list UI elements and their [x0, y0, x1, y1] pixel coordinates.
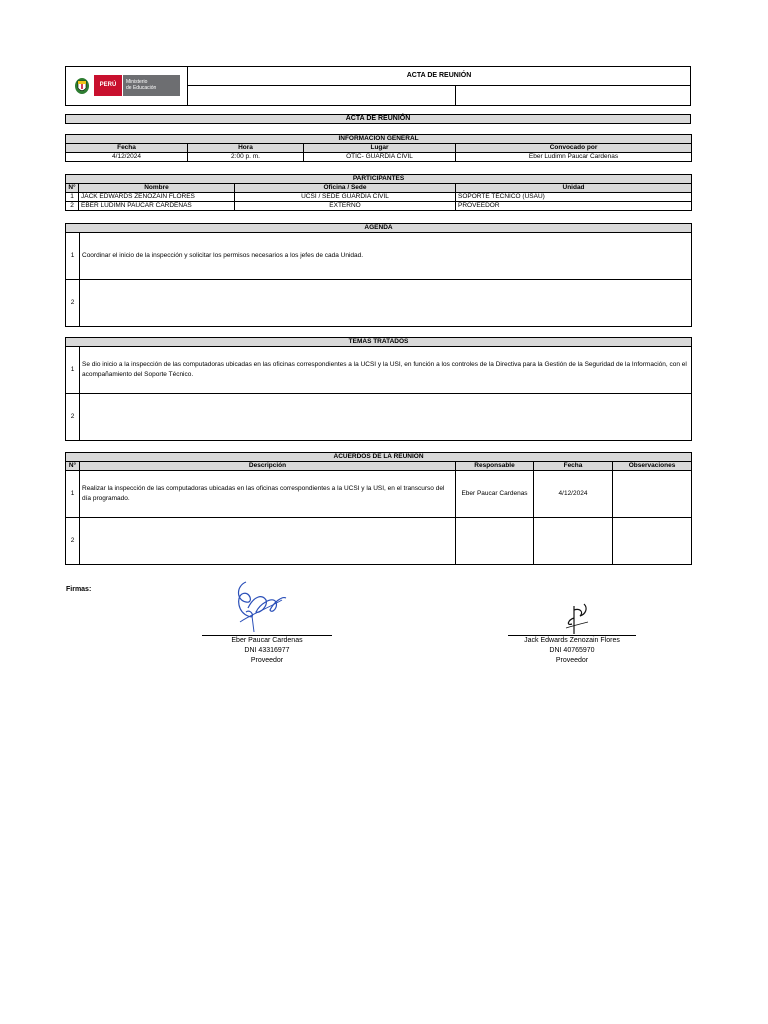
peru-logo: [72, 75, 180, 96]
agenda-item: [80, 280, 692, 327]
acuerdo-descripcion: [80, 518, 456, 565]
acuerdos-title: ACUERDOS DE LA REUNIÓN: [66, 453, 692, 462]
participantes-table: [65, 174, 692, 211]
row-num: 1: [66, 471, 80, 518]
coat-of-arms-icon: [72, 75, 92, 96]
row-unidad: SOPORTE TÉCNICO (USAU): [456, 193, 692, 202]
acuerdo-responsable: Eber Paucar Cardenas: [456, 471, 534, 518]
signer-1-name: Eber Paucar Cardenas: [231, 637, 303, 644]
signer-2-name: Jack Edwards Zenozain Flores: [524, 637, 620, 644]
header-hora: Hora: [188, 144, 304, 153]
row-unidad: PROVEEDOR: [456, 202, 692, 211]
row-num: 1: [66, 347, 80, 394]
participantes-title: PARTICIPANTES: [66, 175, 692, 184]
table-row: [66, 471, 692, 518]
value-convocado: Eber Ludimn Paucar Cardenas: [456, 153, 692, 162]
header-fecha: Fecha: [534, 462, 613, 471]
section-title: ACTA DE REUNIÓN: [65, 114, 691, 124]
acuerdo-descripcion: Realizar la inspección de las computadoras ubicadas en las oficinas correspondientes a la UCSI y la USI, en el transcurso del día programado.: [80, 471, 456, 518]
ministry-line-2: de Educación: [126, 85, 157, 91]
acuerdo-fecha: 4/12/2024: [534, 471, 613, 518]
agenda-item: Coordinar el inicio de la inspección y solicitar los permisos necesarios a los jefes de cada Unidad.: [80, 233, 692, 280]
header-nombre: Nombre: [79, 184, 235, 193]
table-row: [66, 518, 692, 565]
table-row: [66, 280, 692, 327]
ministry-line-1: Ministerio: [126, 79, 148, 85]
value-lugar: OTIC- GUARDIA CIVIL: [304, 153, 456, 162]
acuerdos-table: [65, 452, 692, 565]
info-general-table: [65, 134, 692, 162]
row-num: 2: [66, 280, 80, 327]
header-num: N°: [66, 184, 79, 193]
header-title: ACTA DE REUNIÓN: [188, 67, 690, 86]
agenda-table: [65, 223, 692, 327]
table-row: [66, 394, 692, 441]
row-oficina: UCSI / SEDE GUARDIA CIVIL: [235, 193, 456, 202]
signer-1-dni: DNI 43316977: [244, 647, 290, 654]
value-hora: 2:00 p. m.: [188, 153, 304, 162]
row-num: 2: [66, 394, 80, 441]
logo-cell: [66, 67, 188, 105]
info-general-title: INFORMACIÓN GENERAL: [66, 135, 692, 144]
table-row: [66, 347, 692, 394]
header-unidad: Unidad: [456, 184, 692, 193]
header-oficina: Oficina / Sede: [235, 184, 456, 193]
row-nombre: EBER LUDIMN PAUCAR CARDENAS: [79, 202, 235, 211]
row-num: 2: [66, 202, 79, 211]
acuerdo-responsable: [456, 518, 534, 565]
row-num: 1: [66, 193, 79, 202]
temas-table: [65, 337, 692, 441]
firmas-label: Firmas:: [66, 586, 92, 593]
temas-title: TEMAS TRATADOS: [66, 338, 692, 347]
signature-2-image: [562, 598, 592, 638]
peru-badge: PERÚ: [94, 75, 122, 96]
row-num: 1: [66, 233, 80, 280]
acuerdo-observaciones: [613, 518, 692, 565]
ministry-badge: [123, 75, 180, 96]
signer-2-dni: DNI 40765970: [549, 647, 595, 654]
header-descripcion: Descripción: [80, 462, 456, 471]
header-observaciones: Observaciones: [613, 462, 692, 471]
row-num: 2: [66, 518, 80, 565]
header-num: N°: [66, 462, 80, 471]
table-row: [66, 233, 692, 280]
acuerdo-fecha: [534, 518, 613, 565]
signature-1-image: [232, 578, 292, 636]
header-lugar: Lugar: [304, 144, 456, 153]
tema-item: Se dio inicio a la inspección de las computadoras ubicadas en las oficinas correspondientes a la UCSI y la USI, en función a los controles de la Directiva para la Gestión de la Seguridad de la Información, con el acompañamiento del Soporte Técnico.: [80, 347, 692, 394]
row-oficina: EXTERNO: [235, 202, 456, 211]
header-fecha: Fecha: [66, 144, 188, 153]
acuerdo-observaciones: [613, 471, 692, 518]
value-fecha: 4/12/2024: [66, 153, 188, 162]
header-blank-cell-2: [456, 86, 690, 105]
agenda-title: AGENDA: [66, 224, 692, 233]
signer-2-role: Proveedor: [555, 657, 589, 664]
signer-1-role: Proveedor: [250, 657, 284, 664]
tema-item: [80, 394, 692, 441]
header-blank-cell-1: [188, 86, 456, 105]
row-nombre: JACK EDWARDS ZENOZAIN FLORES: [79, 193, 235, 202]
table-row: [66, 202, 692, 211]
document-header: [65, 66, 691, 106]
table-row: [66, 193, 692, 202]
header-convocado: Convocado por: [456, 144, 692, 153]
header-responsable: Responsable: [456, 462, 534, 471]
